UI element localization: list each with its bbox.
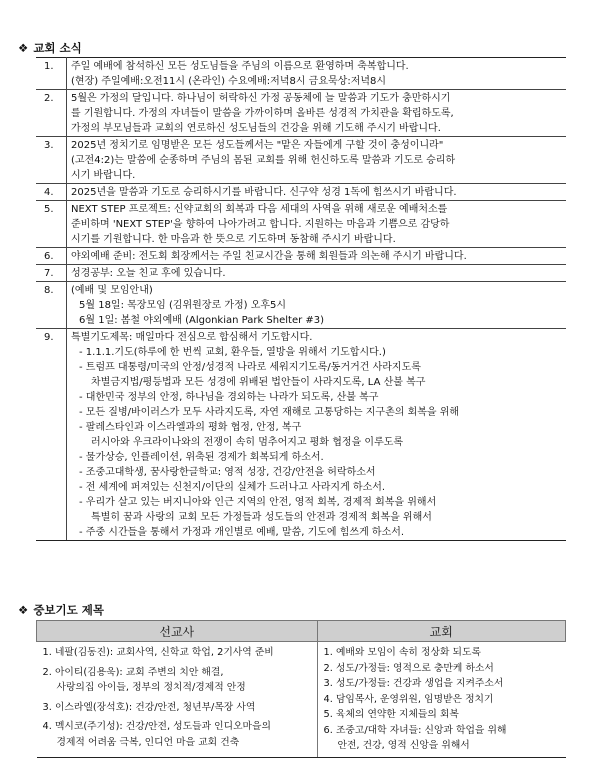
news-number: 7.: [36, 265, 67, 282]
news-content: [67, 265, 567, 282]
news-content: [67, 201, 567, 248]
news-content: [67, 329, 567, 541]
news-row: [36, 90, 566, 137]
diamond-icon: ❖: [18, 603, 29, 617]
section-title-church-news: [18, 40, 82, 56]
news-line: 를 기원합니다. 가정의 자녀들이 말씀을 가까이하며 올바른 성경적 가치관을 확립하도록,: [71, 108, 454, 119]
news-content: [67, 90, 567, 137]
prayer-bullet-line: - 모든 질병/바이러스가 모두 사라지도록, 자연 재해로 고통당하는 지구촌의 회복을 위해: [79, 407, 460, 418]
prayer-table: [36, 620, 566, 758]
prayer-bullet-line: - 트럼프 대통령/미국의 안정/성경적 나라로 세워지기도록/동거거건 사라지도록: [79, 362, 421, 373]
section-title-prayer: [18, 602, 104, 618]
church-column: [317, 642, 566, 758]
news-line: (고전4:2)는 말씀에 순종하며 주님의 몸된 교회를 위해 헌신하도록 말씀과 기도로 승리하: [71, 155, 456, 166]
church-header: 교회: [317, 621, 566, 642]
prayer-bullet-line: 차별금지법/평등법과 모든 성경에 위배된 법안들이 사라지도록, LA 산불 복구: [91, 377, 426, 388]
news-line: 2025년을 말씀과 기도로 승리하시기를 바랍니다. 신구약 성경 1독에 힘쓰시기 바랍니다.: [71, 187, 457, 198]
news-row: [36, 184, 566, 201]
missionary-item: 경제적 어려움 극복, 인디언 마을 교회 건축: [56, 736, 240, 748]
church-item: 1. 예배와 모임이 속히 정상화 되도록: [323, 647, 481, 658]
prayer-bullet-line: - 대한민국 정부의 안정, 하나님을 경외하는 나라가 되도록, 산불 복구: [79, 392, 379, 403]
section-title-text: 중보기도 제목: [33, 603, 104, 617]
news-row: [36, 265, 566, 282]
church-item: 4. 담임목사, 운영위원, 임명받은 정치기: [323, 693, 494, 705]
news-content: [67, 137, 567, 184]
news-row: [36, 329, 566, 541]
news-number: 2.: [36, 90, 67, 137]
news-line: (현장) 주일예배:오전11시 (온라인) 수요예배:저녁8시 금요묵상:저녁8시: [71, 76, 387, 87]
prayer-bullet-line: - 1.1.1.기도(하루에 한 번씩 교회, 환우들, 열방을 위해서 기도합시다.): [79, 347, 386, 358]
news-line: 야외예배 준비: 전도회 회장께서는 주일 친교시간을 통해 회원들과 의논해 주시기 바랍니다.: [71, 251, 467, 262]
news-number: 1.: [36, 58, 67, 90]
news-row: [36, 137, 566, 184]
news-line: 준비하며 'NEXT STEP'을 향하여 나아가려고 합니다. 지원하는 마음과 기쁨으로 감당하: [71, 219, 450, 230]
news-row: [36, 201, 566, 248]
news-line: 2025년 정치기로 임명받은 모든 성도들께서는 "맡은 자들에게 구할 것이 충성이니라": [71, 140, 444, 151]
prayer-bullet-line: - 팔레스타인과 이스라엘과의 평화 협정, 안정, 복구: [79, 422, 302, 433]
missionary-item: 3. 이스라엘(장석호): 건강/안전, 청년부/목장 사역: [42, 701, 256, 713]
news-number: 4.: [36, 184, 67, 201]
news-number: 5.: [36, 201, 67, 248]
news-number: 6.: [36, 248, 67, 265]
missionary-item: 사랑의집 아이들, 정부의 정치적/경제적 안정: [56, 682, 246, 693]
news-sub-line: 5월 18일: 목장모임 (김위원장로 가정) 오후5시: [79, 300, 287, 311]
news-line: (예배 및 모임안내): [71, 285, 153, 296]
church-item: 2. 성도/가정들: 영적으로 충만케 하소서: [323, 662, 494, 674]
news-content: [67, 282, 567, 329]
church-item: 안전, 건강, 영적 신앙을 위해서: [337, 740, 470, 751]
prayer-bullet-line: - 주중 시간들을 통해서 가정과 개인별로 예배, 말씀, 기도에 힘쓰게 하소서.: [79, 527, 405, 538]
news-content: [67, 248, 567, 265]
prayer-bullet-line: - 물가상승, 인플레이션, 위축된 경제가 회복되게 하소서.: [79, 452, 324, 463]
news-line: 시기를 기원합니다. 한 마음과 한 뜻으로 기도하며 동참해 주시기 바랍니다.: [71, 234, 396, 245]
news-line: 가정의 부모님들과 교회의 연로하신 성도님들의 건강을 위해 기도해 주시기 바랍니다.: [71, 123, 441, 134]
prayer-bullet-line: 특별히 꿈과 사랑의 교회 모든 가정들과 성도들의 안전과 경제적 회복을 위해서: [91, 512, 432, 523]
missionary-column: [37, 642, 318, 758]
prayer-bullet-line: - 조중고대학생, 꿈사랑한글학교: 영적 성장, 건강/안전을 허락하소서: [79, 467, 376, 478]
news-content: [67, 184, 567, 201]
news-line: 성경공부: 오늘 친교 후에 있습니다.: [71, 268, 226, 279]
news-line: 특별기도제목: 매일마다 전심으로 합심해서 기도합시다.: [71, 332, 313, 343]
news-number: 9.: [36, 329, 67, 541]
missionary-item: 2. 아이티(김용욱): 교회 주변의 치안 해결,: [42, 666, 224, 678]
news-line: 5월은 가정의 달입니다. 하나님이 허락하신 가정 공동체에 늘 말씀과 기도가 충만하시기: [71, 93, 451, 104]
news-sub-line: 6월 1일: 봄철 야외예배 (Algonkian Park Shelter #3): [79, 315, 325, 326]
missionary-header: 선교사: [37, 621, 318, 642]
prayer-bullet-line: 러시아와 우크라이나와의 전쟁이 속히 멈추어지고 평화 협정을 이루도록: [91, 437, 404, 448]
church-item: 6. 조중고/대학 자녀들: 신앙과 학업을 위해: [323, 724, 507, 736]
church-item: 3. 성도/가정들: 건강과 생업을 지켜주소서: [323, 678, 504, 689]
prayer-bullet-line: - 우리가 살고 있는 버지니아와 인근 지역의 안전, 영적 회복, 경제적 회복을 위해서: [79, 497, 437, 508]
church-item: 5. 육체의 연약한 지체들의 회복: [323, 709, 459, 720]
news-row: [36, 58, 566, 90]
news-line: 주일 예배에 참석하신 모든 성도님들을 주님의 이름으로 환영하며 축복합니다.: [71, 61, 409, 72]
news-line: 시기 바랍니다.: [71, 170, 136, 181]
missionary-item: 4. 멕시코(주기성): 건강/안전, 성도들과 인디오마을의: [42, 721, 271, 732]
section-title-text: 교회 소식: [33, 41, 82, 55]
news-content: [67, 58, 567, 90]
news-number: 3.: [36, 137, 67, 184]
news-number: 8.: [36, 282, 67, 329]
news-line: NEXT STEP 프로젝트: 신약교회의 회복과 다음 세대의 사역을 위해 새로운 예배처소를: [71, 204, 448, 215]
news-row: [36, 248, 566, 265]
diamond-icon: ❖: [18, 41, 29, 55]
church-news-table: [36, 57, 566, 541]
news-row: [36, 282, 566, 329]
prayer-bullet-line: - 전 세계에 퍼져있는 신천지/이단의 실체가 드러나고 사라지게 하소서.: [79, 482, 386, 493]
missionary-item: 1. 네팔(김동진): 교회사역, 신학교 학업, 2기사역 준비: [42, 647, 274, 658]
